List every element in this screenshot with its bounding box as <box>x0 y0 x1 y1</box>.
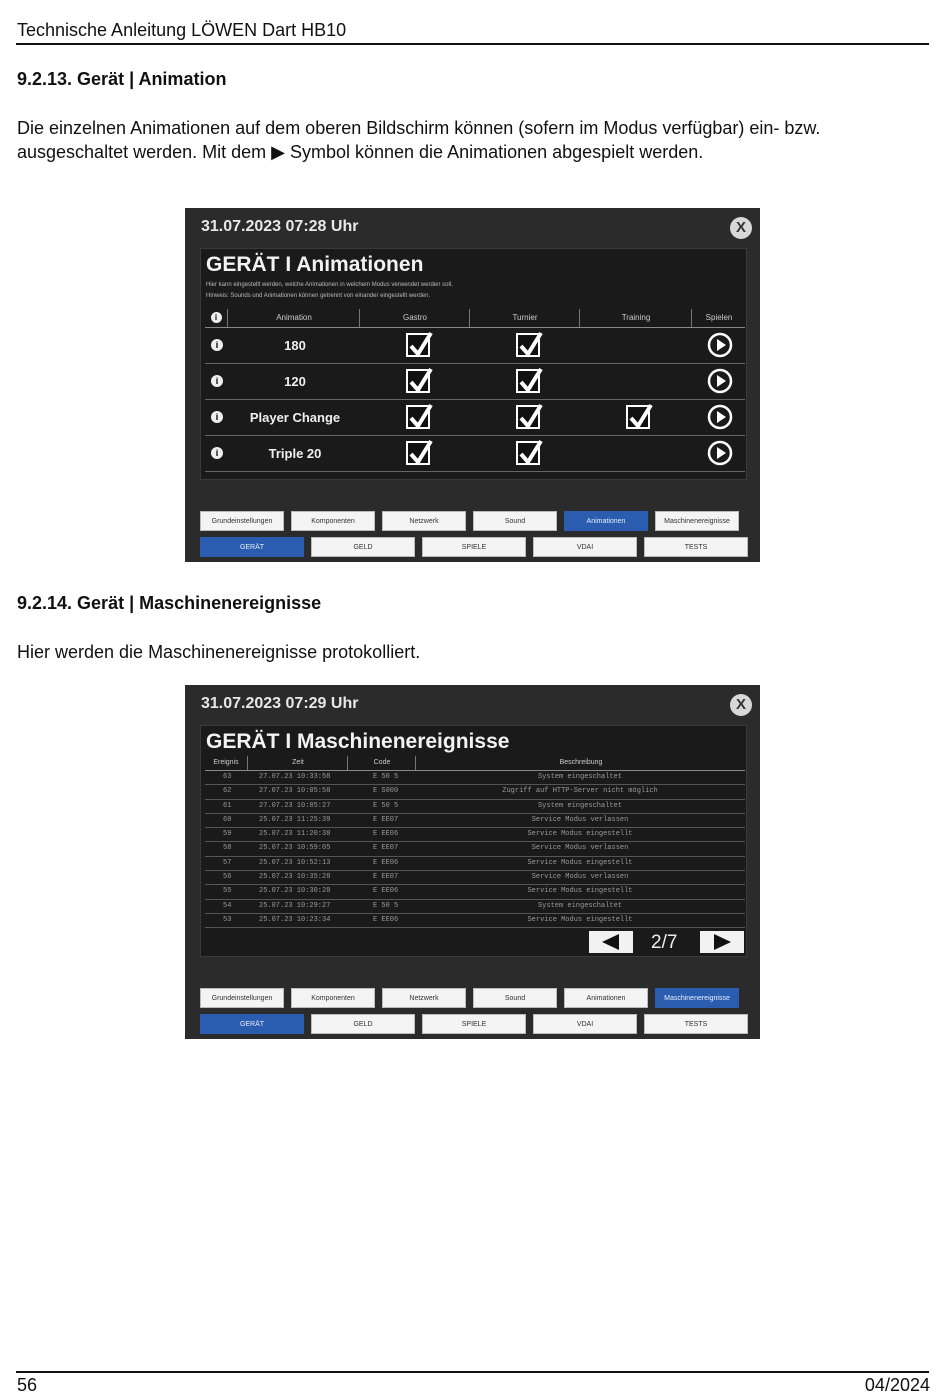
table-row <box>205 800 745 814</box>
event-id: 61 <box>223 801 232 810</box>
event-description: Service Modus verlassen <box>531 873 629 882</box>
tab-komponenten[interactable]: Komponenten <box>291 511 375 531</box>
info-icon[interactable]: i <box>211 375 223 387</box>
event-id: 56 <box>223 873 232 882</box>
checkmark-icon <box>517 437 545 467</box>
tab-vdai[interactable]: VDAI <box>533 1014 637 1034</box>
table-row <box>205 328 745 364</box>
tab-tests[interactable]: TESTS <box>644 537 748 557</box>
event-id: 63 <box>223 773 232 781</box>
event-time: 25.07.23 10:30:28 <box>259 887 331 896</box>
info-icon[interactable]: i <box>211 411 223 423</box>
section-title-events: 9.2.14. Gerät | Maschinenereignisse <box>17 593 322 613</box>
animation-name: Triple 20 <box>268 446 322 461</box>
event-code: E 50 5 <box>373 801 399 810</box>
tab-sound[interactable]: Sound <box>473 988 557 1008</box>
previous-page-button[interactable] <box>589 931 633 953</box>
column-header-training: Training <box>579 309 692 327</box>
play-button[interactable] <box>707 332 733 358</box>
event-time: 27.07.23 10:05:58 <box>259 787 331 796</box>
event-id: 58 <box>223 844 232 853</box>
tab-netzwerk[interactable]: Netzwerk <box>382 511 466 531</box>
animation-table <box>205 309 745 472</box>
event-time: 25.07.23 10:52:13 <box>259 858 331 867</box>
play-button[interactable] <box>707 440 733 466</box>
checkmark-icon <box>517 329 545 359</box>
event-id: 54 <box>223 901 232 910</box>
table-row <box>205 885 745 899</box>
paragraph-line: Die einzelnen Animationen auf dem oberen Bildschirm können (sofern im Modus verfügbar) ein- bzw. <box>17 118 821 138</box>
animation-screenshot <box>185 208 760 562</box>
arrow-right-icon <box>700 931 744 953</box>
tab-sound[interactable]: Sound <box>473 511 557 531</box>
column-header-zeit: Zeit <box>247 756 348 770</box>
checkmark-icon <box>627 401 655 431</box>
play-icon <box>707 332 733 358</box>
event-time: 25.07.23 10:59:05 <box>259 844 331 853</box>
play-button[interactable] <box>707 404 733 430</box>
play-icon <box>707 368 733 394</box>
tab-vdai[interactable]: VDAI <box>533 537 637 557</box>
panel-title: GERÄT I Maschinenereignisse <box>206 730 510 753</box>
datetime-display: 31.07.2023 07:28 Uhr <box>201 218 359 235</box>
document-header: Technische Anleitung LÖWEN Dart HB10 <box>17 20 347 40</box>
event-description: Service Modus verlassen <box>531 844 629 853</box>
event-code: E EE07 <box>373 844 399 853</box>
event-description: System eingeschaltet <box>537 901 622 910</box>
checkbox-training[interactable] <box>626 405 650 429</box>
info-icon[interactable]: i <box>211 339 223 351</box>
column-header-ereignis: Ereignis <box>213 759 239 766</box>
tab-gerät[interactable]: GERÄT <box>200 1014 304 1034</box>
checkbox-gastro[interactable] <box>406 405 430 429</box>
checkbox-gastro[interactable] <box>406 441 430 465</box>
column-header-beschreibung: Beschreibung <box>415 756 746 770</box>
events-screenshot <box>185 685 760 1039</box>
section-paragraph-animation <box>17 116 927 164</box>
info-icon: i <box>205 309 227 327</box>
event-description: Service Modus eingestellt <box>527 830 633 839</box>
checkmark-icon <box>407 365 435 395</box>
event-code: E EE06 <box>373 858 399 867</box>
event-time: 27.07.23 10:05:27 <box>259 801 331 810</box>
main-tab-bar <box>200 1014 750 1034</box>
checkbox-turnier[interactable] <box>516 369 540 393</box>
play-button[interactable] <box>707 368 733 394</box>
tab-netzwerk[interactable]: Netzwerk <box>382 988 466 1008</box>
event-time: 25.07.23 10:29:27 <box>259 901 331 910</box>
event-description: Service Modus eingestellt <box>527 915 633 924</box>
tab-spiele[interactable]: SPIELE <box>422 537 526 557</box>
animation-panel <box>200 248 747 480</box>
tab-komponenten[interactable]: Komponenten <box>291 988 375 1008</box>
checkbox-turnier[interactable] <box>516 333 540 357</box>
event-code: E S000 <box>373 787 399 796</box>
checkbox-gastro[interactable] <box>406 333 430 357</box>
event-id: 53 <box>223 915 232 924</box>
next-page-button[interactable] <box>700 931 744 953</box>
event-description: Zugriff auf HTTP-Server nicht möglich <box>502 787 658 796</box>
events-table <box>205 756 745 928</box>
event-time: 25.07.23 10:23:34 <box>259 915 331 924</box>
event-description: Service Modus verlassen <box>531 815 629 824</box>
play-icon <box>707 404 733 430</box>
table-row <box>205 785 745 799</box>
table-row <box>205 400 745 436</box>
event-description: Service Modus eingestellt <box>527 887 633 896</box>
paragraph-line: ausgeschaltet werden. Mit dem ▶ Symbol können die Animationen abgespielt werden. <box>17 142 704 162</box>
animation-name: 180 <box>284 338 306 353</box>
table-row <box>205 364 745 400</box>
table-row <box>205 857 745 871</box>
section-paragraph-events: Hier werden die Maschinenereignisse protokolliert. <box>17 642 421 662</box>
column-header-turnier: Turnier <box>469 309 580 327</box>
animation-name: Player Change <box>249 410 341 425</box>
header-rule <box>16 43 929 45</box>
tab-gerät[interactable]: GERÄT <box>200 537 304 557</box>
page-number: 56 <box>17 1375 38 1395</box>
info-icon[interactable]: i <box>211 447 223 459</box>
table-row <box>205 900 745 914</box>
table-row <box>205 828 745 842</box>
table-row <box>205 842 745 856</box>
footer-rule <box>16 1371 929 1373</box>
event-code: E EE07 <box>373 815 399 824</box>
tab-grundeinstellungen[interactable]: Grundeinstellungen <box>200 988 284 1008</box>
hint-text: Hinweis: Sounds und Animationen können getrennt von einander eingestellt werden. <box>206 293 431 299</box>
event-code: E EE06 <box>373 830 399 839</box>
event-id: 60 <box>223 815 232 824</box>
event-time: 25.07.23 11:20:38 <box>259 830 331 839</box>
event-code: E EE06 <box>373 915 399 924</box>
column-header-animation: Animation <box>227 309 360 327</box>
tab-animationen[interactable]: Animationen <box>564 988 648 1008</box>
table-row <box>205 814 745 828</box>
event-code: E EE06 <box>373 887 399 896</box>
event-time: 25.07.23 11:25:39 <box>259 815 331 824</box>
pagination <box>201 931 746 955</box>
event-code: E EE07 <box>373 873 399 882</box>
play-icon <box>707 440 733 466</box>
checkbox-turnier[interactable] <box>516 405 540 429</box>
checkmark-icon <box>407 401 435 431</box>
event-time: 27.07.23 10:33:58 <box>259 773 331 781</box>
hint-text: Hier kann eingestellt werden, welche Animationen in welchem Modus verwendet werden soll. <box>206 282 453 288</box>
tab-geld[interactable]: GELD <box>311 1014 415 1034</box>
events-panel <box>200 725 747 957</box>
event-id: 62 <box>223 787 232 796</box>
sub-tab-bar <box>200 511 750 531</box>
close-button[interactable]: X <box>730 694 752 716</box>
arrow-left-icon <box>589 931 633 953</box>
column-header-code: Code <box>347 756 416 770</box>
column-header-spielen: Spielen <box>691 309 746 327</box>
table-header <box>205 756 745 771</box>
event-time: 25.07.23 10:35:28 <box>259 873 331 882</box>
panel-title: GERÄT I Animationen <box>206 253 424 276</box>
table-row <box>205 771 745 785</box>
event-description: System eingeschaltet <box>537 801 622 810</box>
checkbox-turnier[interactable] <box>516 441 540 465</box>
sub-tab-bar <box>200 988 750 1008</box>
document-date: 04/2024 <box>864 1375 930 1395</box>
tab-spiele[interactable]: SPIELE <box>422 1014 526 1034</box>
table-header <box>205 309 745 328</box>
tab-maschinenereignisse[interactable]: Maschinenereignisse <box>655 988 739 1008</box>
event-id: 57 <box>223 858 232 867</box>
tab-animationen[interactable]: Animationen <box>564 511 648 531</box>
tab-geld[interactable]: GELD <box>311 537 415 557</box>
checkbox-gastro[interactable] <box>406 369 430 393</box>
table-row <box>205 871 745 885</box>
event-description: System eingeschaltet <box>537 773 622 781</box>
column-header-gastro: Gastro <box>359 309 470 327</box>
checkmark-icon <box>517 401 545 431</box>
table-row <box>205 914 745 928</box>
datetime-display: 31.07.2023 07:29 Uhr <box>201 695 359 712</box>
checkmark-icon <box>407 329 435 359</box>
event-code: E 50 5 <box>373 901 399 910</box>
close-button[interactable]: X <box>730 217 752 239</box>
table-row <box>205 436 745 472</box>
tab-maschinenereignisse[interactable]: Maschinenereignisse <box>655 511 739 531</box>
section-title-animation: 9.2.13. Gerät | Animation <box>17 69 227 89</box>
tab-grundeinstellungen[interactable]: Grundeinstellungen <box>200 511 284 531</box>
checkmark-icon <box>407 437 435 467</box>
event-id: 55 <box>223 887 232 896</box>
main-tab-bar <box>200 537 750 557</box>
event-id: 59 <box>223 830 232 839</box>
checkmark-icon <box>517 365 545 395</box>
tab-tests[interactable]: TESTS <box>644 1014 748 1034</box>
event-description: Service Modus eingestellt <box>527 858 633 867</box>
animation-name: 120 <box>284 374 306 389</box>
event-code: E 50 5 <box>373 773 399 781</box>
page-indicator: 2/7 <box>651 932 678 953</box>
